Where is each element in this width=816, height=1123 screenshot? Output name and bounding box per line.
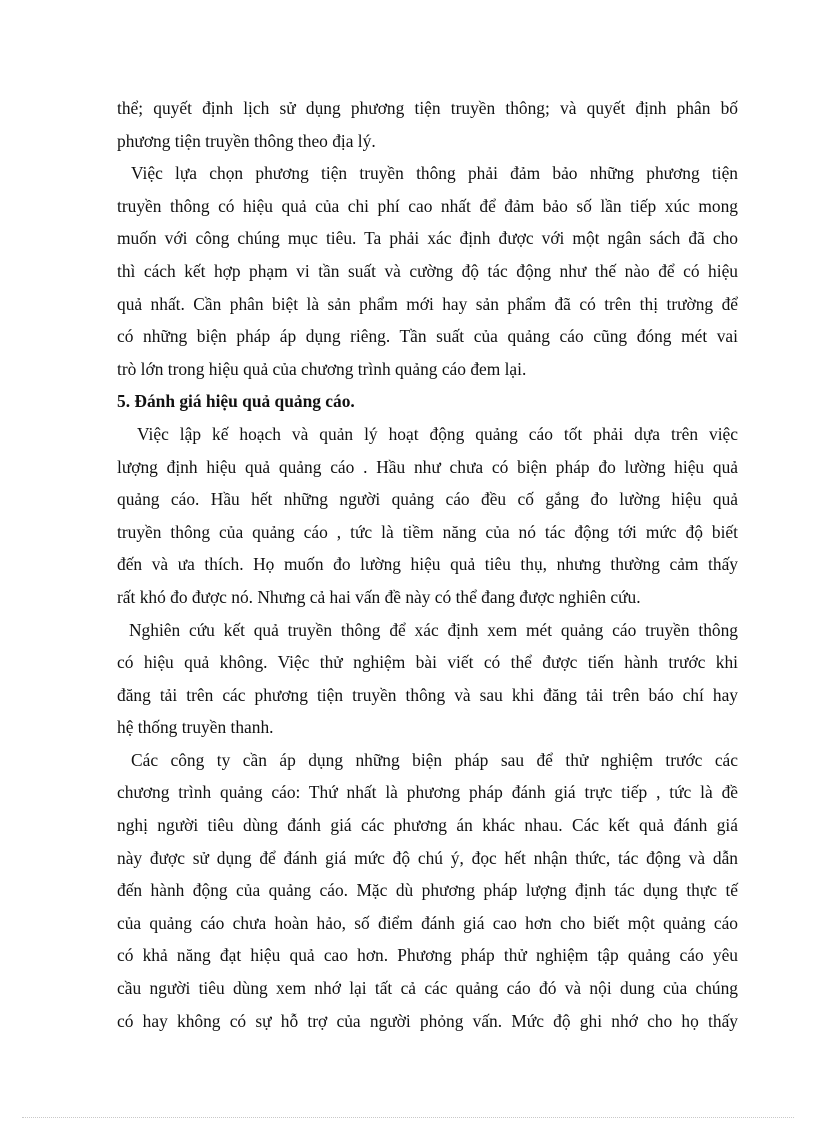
- paragraph-start-line: Nghiên cứu kết quả truyền thông để xác định xem mét quảng cáo truyền thông: [129, 619, 738, 640]
- text-line: thì cách kết hợp phạm vi tần suất và cường độ tác động như thế nào để có hiệu: [117, 260, 738, 281]
- text-line: hệ thống truyền thanh.: [117, 717, 274, 738]
- text-line: cầu người tiêu dùng xem nhớ lại tất cả các quảng cáo đó và nội dung của chúng: [117, 978, 738, 999]
- text-line: quảng cáo. Hầu hết những người quảng cáo đều cố gắng đo lường hiệu quả: [117, 489, 738, 510]
- text-line: trò lớn trong hiệu quả của chương trình quảng cáo đem lại.: [117, 358, 527, 379]
- text-line: có khả năng đạt hiệu quả cao hơn. Phương pháp thử nghiệm tập quảng cáo yêu: [117, 945, 738, 966]
- document-body: [117, 92, 738, 1037]
- text-line: lượng định hiệu quả quảng cáo . Hầu như chưa có biện pháp đo lường hiệu quả: [117, 456, 738, 477]
- text-line: phương tiện truyền thông theo địa lý.: [117, 130, 376, 151]
- text-line: rất khó đo được nó. Nhưng cả hai vấn đề này có thể đang được nghiên cứu.: [117, 586, 641, 607]
- text-line: nghị người tiêu dùng đánh giá các phương án khác nhau. Các kết quả đánh giá: [117, 815, 738, 836]
- text-line: có hiệu quả không. Việc thử nghiệm bài viết có thể được tiến hành trước khi: [117, 652, 738, 673]
- text-line: có hay không có sự hỗ trợ của người phỏng vấn. Mức độ ghi nhớ cho họ thấy: [117, 1010, 738, 1031]
- paragraph-start-line: Việc lập kế hoạch và quản lý hoạt động quảng cáo tốt phải dựa trên việc: [137, 423, 738, 444]
- text-line: này được sử dụng để đánh giá mức độ chú ý, đọc hết nhận thức, tác động và dẫn: [117, 847, 738, 868]
- text-line: truyền thông của quảng cáo , tức là tiềm năng của nó tác động tới mức độ biết: [117, 521, 738, 542]
- text-line: có những biện pháp áp dụng riêng. Tần suất của quảng cáo cũng đóng mét vai: [117, 326, 738, 347]
- text-line: đến và ưa thích. Họ muốn đo lường hiệu quả tiêu thụ, nhưng thường cảm thấy: [117, 554, 738, 575]
- text-line: đến hành động của quảng cáo. Mặc dù phương pháp lượng định tác dụng thực tế: [117, 880, 738, 901]
- text-line: đăng tải trên các phương tiện truyền thông và sau khi đăng tải trên báo chí hay: [117, 684, 738, 705]
- text-line: của quảng cáo chưa hoàn hảo, số điểm đánh giá cao hơn cho biết một quảng cáo: [117, 912, 738, 933]
- text-line: muốn với công chúng mục tiêu. Ta phải xác định được với một ngân sách đã cho: [117, 228, 738, 249]
- section-heading: 5. Đánh giá hiệu quả quảng cáo.: [117, 391, 355, 412]
- text-line: truyền thông có hiệu quả của chi phí cao nhất để đảm bảo số lần tiếp xúc mong: [117, 195, 738, 216]
- text-line: thể; quyết định lịch sử dụng phương tiện truyền thông; và quyết định phân bố: [117, 98, 738, 118]
- paragraph-start-line: Việc lựa chọn phương tiện truyền thông phải đảm bảo những phương tiện: [131, 163, 738, 184]
- paragraph-start-line: Các công ty cần áp dụng những biện pháp sau để thử nghiệm trước các: [131, 749, 738, 770]
- text-line: quả nhất. Cần phân biệt là sản phẩm mới hay sản phẩm đã có trên thị trường để: [117, 293, 738, 314]
- page-bottom-rule: [22, 1117, 794, 1118]
- text-line: chương trình quảng cáo: Thứ nhất là phương pháp đánh giá trực tiếp , tức là đề: [117, 782, 738, 803]
